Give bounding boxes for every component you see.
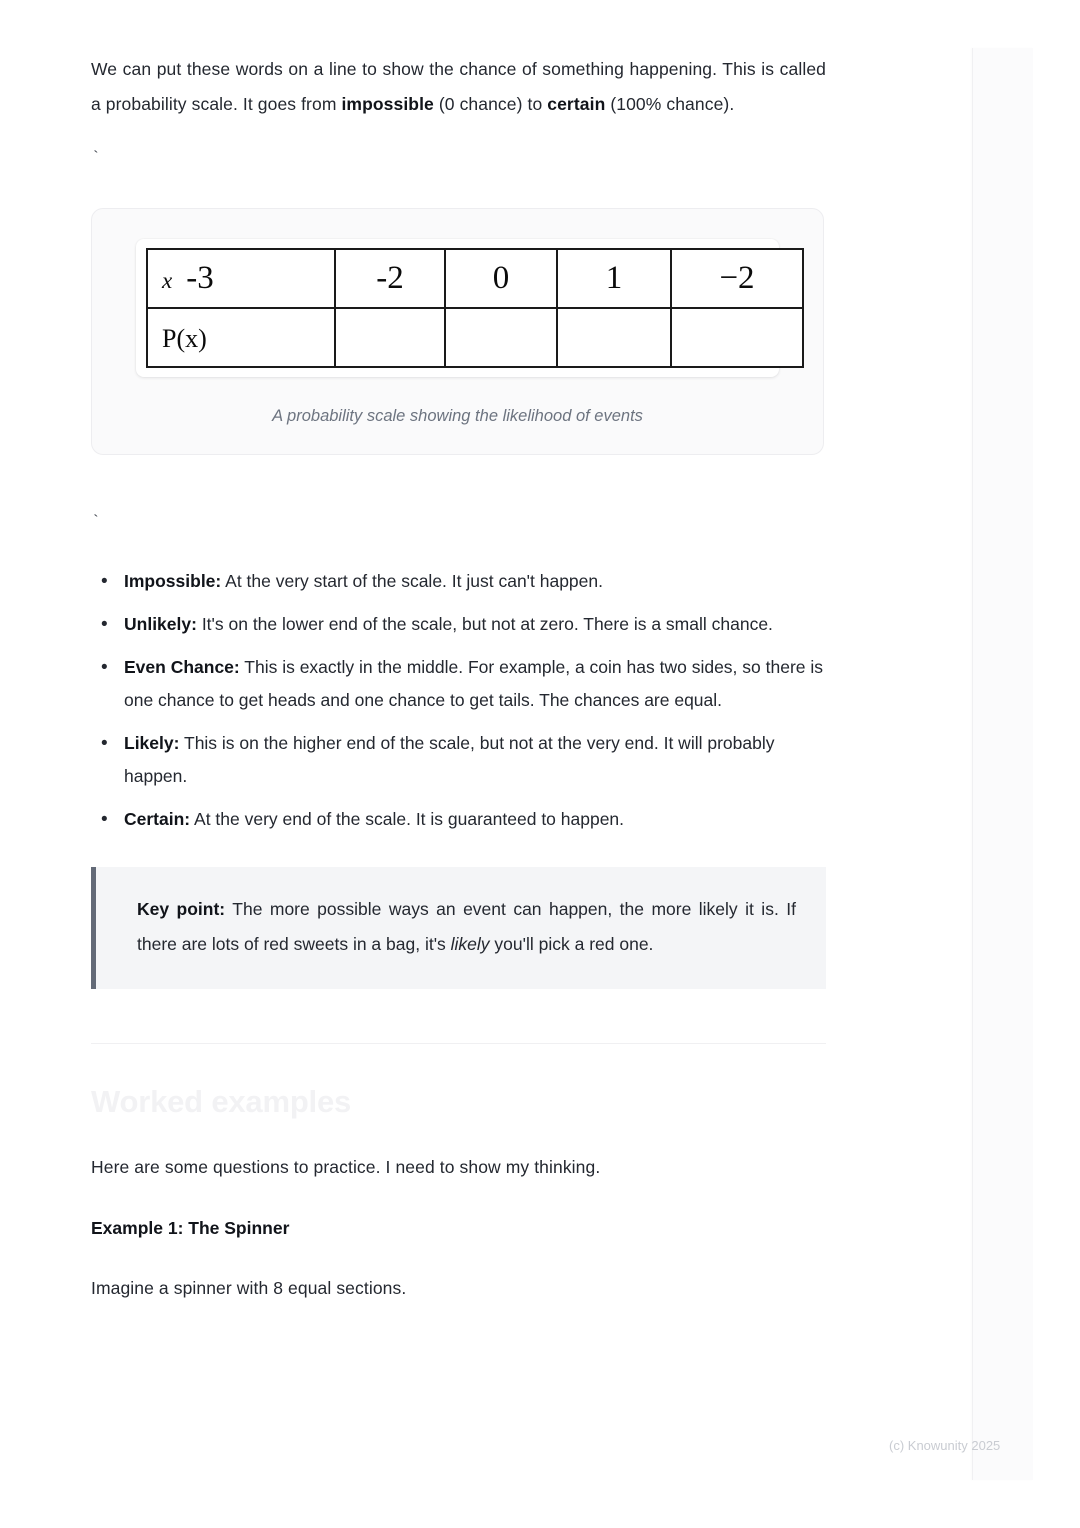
stray-backtick-after-figure: ` [91, 513, 101, 531]
px-function-label: P(x) [162, 324, 207, 353]
list-item [91, 565, 826, 598]
table-row-px [147, 308, 803, 367]
figure-card [91, 208, 824, 455]
table-cell-x-0: -3 [186, 260, 214, 296]
figure-image-frame [136, 239, 779, 377]
key-point-label: Key point: [137, 899, 226, 919]
key-point-text [137, 892, 796, 962]
page-right-panel [972, 48, 1033, 1480]
term-label: Certain: [124, 809, 191, 829]
table-cell-px-4 [671, 308, 803, 367]
document-content [91, 52, 826, 1306]
figure-caption: A probability scale showing the likelihood of events [272, 407, 643, 425]
term-label: Likely: [124, 733, 180, 753]
example-1-text: Imagine a spinner with 8 equal sections. [91, 1278, 407, 1298]
table-cell-x-4: −2 [671, 249, 803, 308]
table-cell-x-label [147, 249, 335, 308]
intro-text-part1: We can put these words on a line to show the chance of something happening. This is called a probability scale. It goes from [91, 59, 826, 114]
term-label: Even Chance: [124, 657, 240, 677]
table-cell-px-1 [335, 308, 445, 367]
table-cell-px-2 [445, 308, 557, 367]
example-1-heading: Example 1: The Spinner [91, 1218, 290, 1238]
section-divider [91, 1043, 826, 1044]
key-point-callout [91, 867, 826, 989]
probability-table [146, 248, 804, 368]
key-point-italic-likely: likely [450, 934, 490, 954]
table-row-x [147, 249, 803, 308]
list-item [91, 651, 826, 717]
table-cell-x-1: -2 [335, 249, 445, 308]
list-item [91, 727, 826, 793]
term-description: At the very start of the scale. It just can't happen. [221, 571, 603, 591]
probability-terms-list [91, 565, 826, 836]
watermark-copyright: (c) Knowunity 2025 [889, 1438, 1001, 1453]
intro-bold-certain: certain [547, 94, 606, 114]
term-label: Unlikely: [124, 614, 197, 634]
term-description: At the very end of the scale. It is guaranteed to happen. [190, 809, 625, 829]
table-cell-px-label [147, 308, 335, 367]
key-point-body-after: you'll pick a red one. [489, 934, 654, 954]
key-point-body-before: The more possible ways an event can happen, the more likely it is. If there are lots of red sweets in a bag, it's [137, 899, 796, 954]
worked-examples-heading: Worked examples [91, 1084, 352, 1119]
intro-text-mid: (0 chance) to [433, 94, 548, 114]
x-variable-label: x [162, 268, 173, 293]
term-label: Impossible: [124, 571, 222, 591]
intro-bold-impossible: impossible [341, 94, 434, 114]
term-description: It's on the lower end of the scale, but not at zero. There is a small chance. [196, 614, 773, 634]
intro-paragraph [91, 52, 826, 122]
list-item [91, 803, 826, 836]
list-item [91, 608, 826, 641]
table-cell-px-3 [557, 308, 671, 367]
worked-examples-intro: Here are some questions to practice. I need to show my thinking. [91, 1157, 601, 1177]
stray-backtick-before-figure: ` [91, 149, 101, 167]
term-description: This is on the higher end of the scale, but not at the very end. It will probably happen. [124, 733, 775, 786]
intro-text-tail: (100% chance). [605, 94, 735, 114]
table-cell-x-2: 0 [445, 249, 557, 308]
table-cell-x-3: 1 [557, 249, 671, 308]
term-description: This is exactly in the middle. For example, a coin has two sides, so there is one chance to get heads and one chance to get tails. The chances are equal. [124, 657, 824, 710]
